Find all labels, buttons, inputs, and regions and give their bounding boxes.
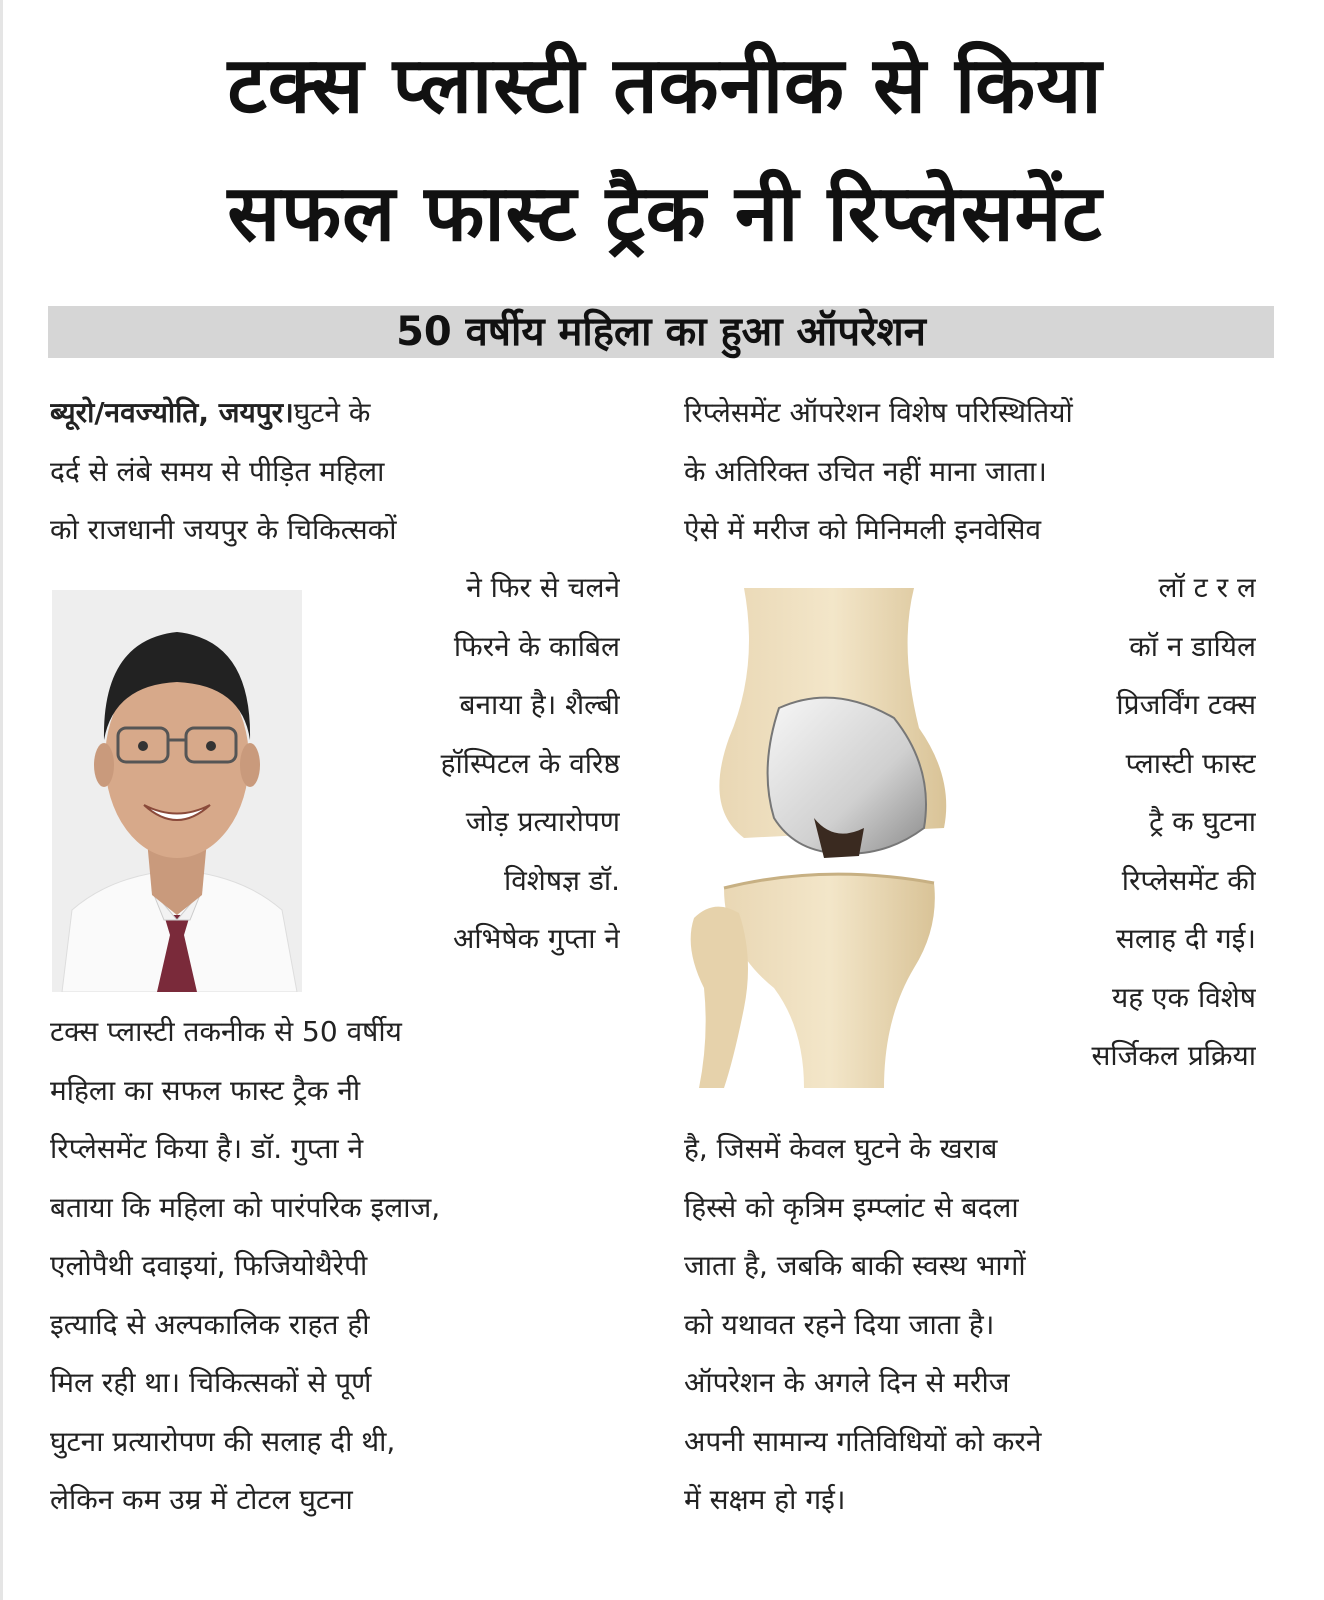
text-line: को राजधानी जयपुर के चिकित्सकों — [50, 513, 397, 546]
text-line: मिल रही था। चिकित्सकों से पूर्ण — [50, 1366, 372, 1399]
text-line — [50, 384, 620, 443]
page-edge — [0, 0, 3, 1600]
text-line: सर्जिकल प्रक्रिया — [1091, 1039, 1256, 1072]
text-line: बताया कि महिला को पारंपरिक इलाज, — [50, 1190, 441, 1224]
text-line: एलोपैथी दवाइयां, फिजियोथैरेपी — [50, 1249, 368, 1282]
text-line: है, जिसमें केवल घुटने के खराब — [684, 1132, 998, 1165]
dateline: ब्यूरो/नवज्योति, जयपुर। — [50, 396, 294, 429]
doctor-portrait-icon — [52, 590, 302, 992]
text-line: टक्स प्लास्टी तकनीक से 50 वर्षीय — [50, 1015, 402, 1048]
knee-image — [684, 588, 966, 1088]
knee-joint-icon — [684, 588, 966, 1088]
text-line: जोड़ प्रत्यारोपण — [465, 805, 620, 838]
text-line: सलाह दी गई। — [1115, 922, 1256, 955]
text-line: लॉ ट र ल — [1158, 571, 1256, 604]
right-column — [684, 384, 1256, 560]
text-line: दर्द से लंबे समय से पीड़ित महिला — [50, 454, 385, 488]
right-column-wrap-text — [985, 559, 1256, 1086]
headline-line-1: टक्स प्लास्टी तकनीक से किया — [227, 41, 1103, 131]
text-line: घुटना प्रत्यारोपण की सलाह दी थी, — [50, 1424, 396, 1458]
left-column-bottom — [50, 1003, 620, 1530]
text-line: हिस्से को कृत्रिम इम्प्लांट से बदला — [684, 1190, 1019, 1224]
text-line: इत्यादि से अल्पकालिक राहत ही — [50, 1307, 370, 1341]
text-line: रिप्लेसमेंट की — [1121, 863, 1256, 897]
text-line: को यथावत रहने दिया जाता है। — [684, 1307, 995, 1341]
text-line: ने फिर से चलने — [466, 571, 620, 604]
text-line: रिप्लेसमेंट ऑपरेशन विशेष परिस्थितियों — [684, 396, 1073, 429]
text-line: में सक्षम हो गई। — [684, 1483, 846, 1516]
text-line: ऐसे में मरीज को मिनिमली इनवेसिव — [684, 513, 1042, 546]
headline — [40, 22, 1290, 278]
text-segment: घुटने के — [293, 396, 371, 429]
text-line: कॉ न डायिल — [1129, 629, 1256, 663]
text-line: महिला का सफल फास्ट ट्रैक नी — [50, 1073, 361, 1107]
text-line: लेकिन कम उम्र में टोटल घुटना — [50, 1483, 353, 1516]
text-line: ट्रै क घुटना — [1149, 805, 1256, 838]
doctor-photo — [52, 590, 302, 992]
headline-line-2: सफल फास्ट ट्रैक नी रिप्लेसमेंट — [227, 169, 1103, 259]
text-line: प्लास्टी फास्ट — [1125, 746, 1256, 780]
text-line: अभिषेक गुप्ता ने — [453, 922, 620, 955]
text-line: जाता है, जबकि बाकी स्वस्थ भागों — [684, 1249, 1026, 1282]
text-line: बनाया है। शैल्बी — [459, 688, 620, 721]
subheadline: 50 वर्षीय महिला का हुआ ऑपरेशन — [396, 309, 926, 355]
left-column — [50, 384, 620, 560]
left-column-wrap-text — [340, 559, 620, 969]
text-line: के अतिरिक्त उचित नहीं माना जाता। — [684, 454, 1047, 488]
right-column-bottom — [684, 1120, 1256, 1530]
text-line: प्रिजर्विंग टक्स — [1116, 688, 1256, 721]
text-line: विशेषज्ञ डॉ. — [503, 863, 620, 897]
text-line: रिप्लेसमेंट किया है। डॉ. गुप्ता ने — [50, 1132, 364, 1165]
text-line: अपनी सामान्य गतिविधियों को करने — [684, 1424, 1042, 1458]
text-line: ऑपरेशन के अगले दिन से मरीज — [684, 1366, 1010, 1399]
text-line: फिरने के काबिल — [453, 629, 620, 663]
text-line: हॉस्पिटल के वरिष्ठ — [440, 746, 620, 780]
text-line: यह एक विशेष — [1112, 980, 1256, 1014]
